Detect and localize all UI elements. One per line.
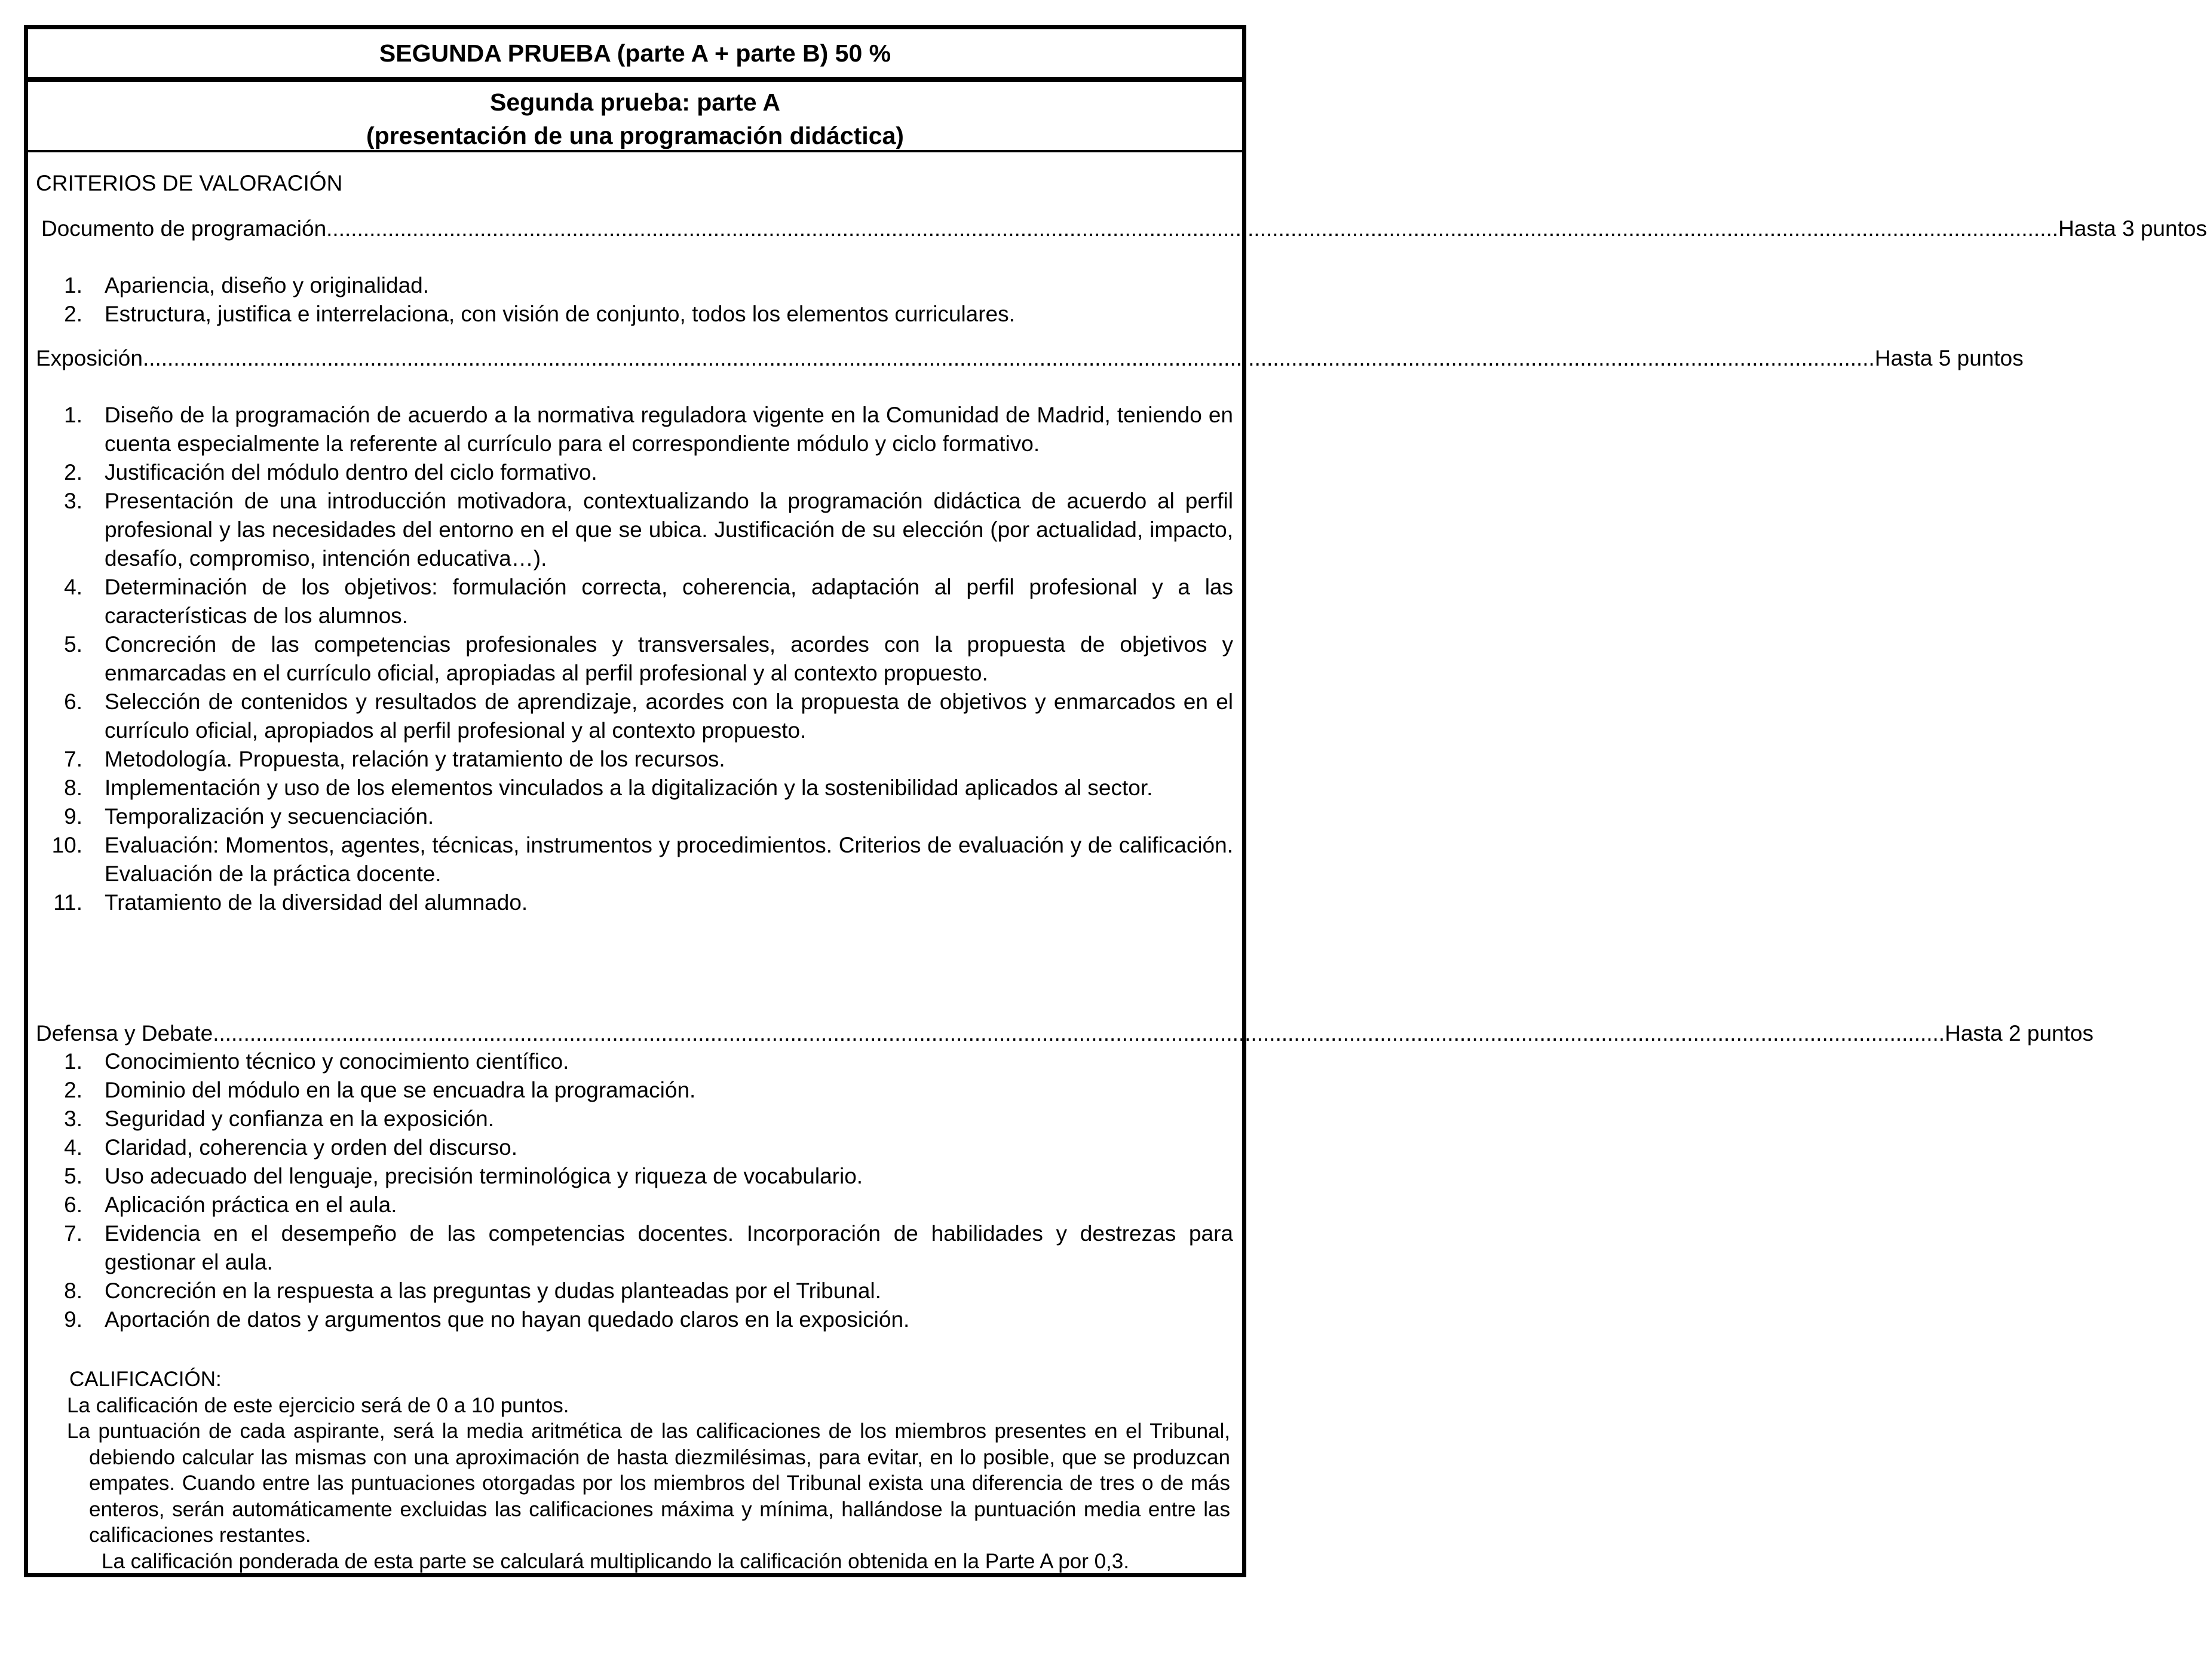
item-text: Determinación de los objetivos: formulación correcta, coherencia, adaptación al perfil profesional y a las características de los alumnos. — [105, 575, 1233, 628]
item-text: Uso adecuado del lenguaje, precisión terminológica y riqueza de vocabulario. — [105, 1164, 863, 1188]
list-item — [28, 1076, 1242, 1105]
calificacion-heading: CALIFICACIÓN: — [69, 1368, 222, 1391]
item-number: 1. — [64, 403, 82, 427]
list-item — [28, 1219, 1242, 1277]
item-number: 7. — [64, 747, 82, 771]
list-item — [28, 774, 1242, 802]
list-item — [28, 688, 1242, 745]
list-item — [28, 458, 1242, 487]
defensa-label: Defensa y Debate — [36, 1021, 213, 1046]
defensa-points: Hasta 2 puntos — [1945, 1021, 2093, 1046]
defensa-header — [36, 1019, 2093, 1048]
exposicion-header — [36, 344, 2024, 373]
item-text: Dominio del módulo en la que se encuadra la programación. — [105, 1078, 696, 1102]
item-number: 4. — [64, 1135, 82, 1160]
item-number: 2. — [64, 302, 82, 326]
item-text: Tratamiento de la diversidad del alumnado. — [105, 890, 528, 915]
item-number: 3. — [64, 489, 82, 513]
item-number: 8. — [64, 775, 82, 800]
item-number: 1. — [64, 1049, 82, 1074]
list-item — [28, 1162, 1242, 1191]
calificacion-range: La calificación de este ejercicio será de 0 a 10 puntos. — [67, 1393, 569, 1417]
documento-header — [41, 214, 2207, 243]
section-title-line1: Segunda prueba: parte A — [490, 88, 780, 116]
item-number: 6. — [64, 689, 82, 714]
item-number: 9. — [64, 804, 82, 829]
item-text: Conocimiento técnico y conocimiento científico. — [105, 1049, 569, 1074]
main-title: SEGUNDA PRUEBA (parte A + parte B) 50 % — [28, 29, 1242, 82]
list-item — [28, 401, 1242, 458]
item-text: Temporalización y secuenciación. — [105, 804, 434, 829]
item-number: 2. — [64, 1078, 82, 1102]
item-number: 1. — [64, 273, 82, 298]
item-text: Seguridad y confianza en la exposición. — [105, 1106, 495, 1131]
leader-dots: .......................................................................................................................................................................................................................................................................................... — [142, 346, 1875, 370]
list-item — [28, 831, 1242, 888]
item-text: Aplicación práctica en el aula. — [105, 1192, 397, 1217]
section-title-line2: (presentación de una programación didáctica) — [366, 122, 904, 149]
item-text: Selección de contenidos y resultados de aprendizaje, acordes con la propuesta de objetivos y enmarcados en el currículo oficial, apropiados al perfil profesional y al contexto propuesto. — [105, 689, 1233, 743]
criteria-heading: CRITERIOS DE VALORACIÓN — [36, 171, 343, 195]
item-number: 2. — [64, 460, 82, 485]
item-text: Aportación de datos y argumentos que no hayan quedado claros en la exposición. — [105, 1307, 910, 1332]
list-item — [28, 300, 1242, 329]
item-number: 7. — [64, 1221, 82, 1246]
item-number: 10. — [51, 833, 82, 857]
item-number: 4. — [64, 575, 82, 599]
list-item — [28, 271, 1242, 300]
exposicion-points: Hasta 5 puntos — [1874, 346, 2024, 370]
item-text: Claridad, coherencia y orden del discurso. — [105, 1135, 518, 1160]
calificacion-weighting: La calificación ponderada de esta parte se calculará multiplicando la calificación obtenida en la Parte A por 0,3. — [102, 1549, 1129, 1573]
item-number: 5. — [64, 1164, 82, 1188]
list-item — [28, 1305, 1242, 1334]
item-text: Estructura, justifica e interrelaciona, con visión de conjunto, todos los elementos curriculares. — [105, 302, 1015, 326]
item-text: Apariencia, diseño y originalidad. — [105, 273, 430, 298]
item-text: Evaluación: Momentos, agentes, técnicas, instrumentos y procedimientos. Criterios de evaluación y de calificación. Evaluación de la práctica docente. — [105, 833, 1233, 886]
item-number: 11. — [53, 890, 82, 915]
exposicion-list — [28, 401, 1242, 917]
documento-points: Hasta 3 puntos — [2058, 216, 2207, 241]
item-number: 9. — [64, 1307, 82, 1332]
item-text: Implementación y uso de los elementos vinculados a la digitalización y la sostenibilidad aplicados al sector. — [105, 775, 1153, 800]
item-number: 3. — [64, 1106, 82, 1131]
list-item — [28, 1277, 1242, 1305]
section-title — [28, 82, 1242, 152]
list-item — [28, 487, 1242, 573]
defensa-list — [28, 1047, 1242, 1334]
item-number: 8. — [64, 1279, 82, 1303]
list-item — [28, 1133, 1242, 1162]
item-text: Justificación del módulo dentro del ciclo formativo. — [105, 460, 597, 485]
item-text: Evidencia en el desempeño de las competencias docentes. Incorporación de habilidades y destrezas para gestionar el aula. — [105, 1221, 1233, 1274]
list-item — [28, 888, 1242, 917]
list-item — [28, 802, 1242, 831]
documento-label: Documento de programación — [41, 216, 327, 241]
item-text: Diseño de la programación de acuerdo a la normativa reguladora vigente en la Comunidad de Madrid, teniendo en cuenta especialmente la referente al currículo para el correspondiente módulo y ciclo formativo. — [105, 403, 1233, 456]
documento-list — [28, 271, 1242, 329]
exposicion-label: Exposición — [36, 346, 143, 370]
item-number: 5. — [64, 632, 82, 657]
leader-dots: .......................................................................................................................................................................................................................................................................................... — [213, 1021, 1945, 1046]
item-text: Metodología. Propuesta, relación y tratamiento de los recursos. — [105, 747, 725, 771]
item-text: Concreción de las competencias profesionales y transversales, acordes con la propuesta de objetivos y enmarcadas en el currículo oficial, apropiadas al perfil profesional y al contexto propuesto. — [105, 632, 1233, 685]
list-item — [28, 1105, 1242, 1133]
calificacion-section — [67, 1366, 1230, 1574]
list-item — [28, 1191, 1242, 1219]
criteria-box — [24, 25, 2207, 1577]
list-item — [28, 1047, 1242, 1076]
list-item — [28, 630, 1242, 688]
calificacion-scoring: La puntuación de cada aspirante, será la media aritmética de las calificaciones de los miembros presentes en el Tribunal, debiendo calcular las mismas con una aproximación de hasta diezmilésimas, para evitar, en lo posible, que se produzcan empates. Cuando entre las puntuaciones otorgadas por los miembros del Tribunal exista una diferencia de tres o de más enteros, serán automáticamente excluidas las calificaciones máxima y mínima, hallándose la puntuación media entre las calificaciones restantes. — [67, 1420, 1230, 1547]
item-text: Concreción en la respuesta a las preguntas y dudas planteadas por el Tribunal. — [105, 1279, 881, 1303]
item-number: 6. — [64, 1192, 82, 1217]
list-item — [28, 745, 1242, 774]
item-text: Presentación de una introducción motivadora, contextualizando la programación didáctica de acuerdo al perfil profesional y las necesidades del entorno en el que se ubica. Justificación de su elección (por actualidad, impacto, desafío, compromiso, intención educativa…). — [105, 489, 1233, 571]
leader-dots: .......................................................................................................................................................................................................................................................................................... — [326, 216, 2059, 241]
list-item — [28, 573, 1242, 630]
